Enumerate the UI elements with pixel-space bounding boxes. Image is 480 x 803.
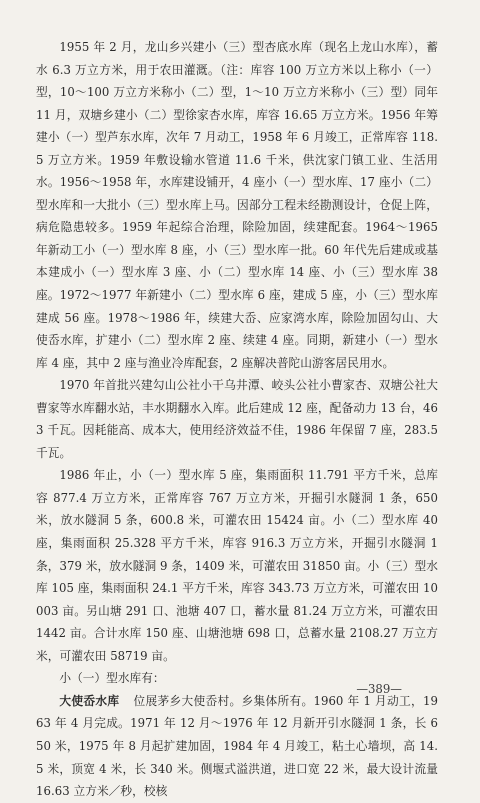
paragraph-2: 1970 年首批兴建勾山公社小干乌井潭、峧头公社小曹家杏、双塘公社大曹家等水库翻水站，丰水期翻水入库。此后建成 12 座，配备动力 13 台，463 千瓦。因耗能高、成本大，使用经济效益不佳，1986 年保留 7 座，283.5 千瓦。 (36, 378, 438, 460)
paragraph-1: 1955 年 2 月，龙山乡兴建小（三）型杏底水库（现名上龙山水库），蓄水 6.3 万立方米，用于农田灌溉。（注：库容 100 万立方米以上称小（一）型，10～100 万立方米称小（二）型，1～10 万立方米称小（三）型）同年 11 月，双塘乡建小（二）型徐家杏水库，库容 16.65 万立方米。1956 年筹建小（一）型芦东水库，次年 7 月动工，1958 年 6 月竣工，正常库容 118.5 万立方米。1959 年敷设输水管道 11.6 千米，供沈家门镇工业、生活用水。1956～1958 年，水库建设铺开，4 座小（一）型水库、17 座小（二）型水库和一大批小（三）型水库上马。因部分工程未经勘测设计，仓促上阵，病危隐患较多。1959 年起综合治理，除险加固，续建配套。1964～1965 年新动工小（一）型水库 8 座，小（三）型水库一批。60 年代先后建成或基本建成小（一）型水库 3 座、小（二）型水库 14 座、小（三）型水库 38 座。1972～1977 年新建小（二）型水库 6 座，建成 5 座，小（三）型水库建成 56 座。1978～1986 年，续建大岙、应家湾水库，除险加固勾山、大使岙水库，扩建小（二）型水库 2 座、续建 4 座。同期，新建小（一）型水库 4 座，其中 2 座与渔业冷库配套，2 座解决普陀山游客居民用水。 (36, 40, 438, 370)
paragraph-3: 1986 年止，小（一）型水库 5 座，集雨面积 11.791 平方千米，总库容 877.4 万立方米，正常库容 767 万立方米，开掘引水隧洞 1 条，650 米，放水隧洞 5 条，600.8 米，可灌农田 15424 亩。小（二）型水库 40 座，集雨面积 25.328 平方千米，库容 916.3 万立方米，开掘引水隧洞 1 条，379 米，放水隧洞 9 条，1409 米，可灌农田 31850 亩。小（三）型水库 105 座，集雨面积 24.1 平方千米，库容 343.73 万立方米，可灌农田 10003 亩。另山塘 291 口、池塘 407 口，蓄水量 81.24 万立方米，可灌农田 1442 亩。合计水库 150 座、山塘池塘 698 口，总蓄水量 2108.27 万立方米，可灌农田 58719 亩。 (36, 468, 438, 663)
entry-text: 位展茅乡大使岙村。乡集体所有。1960 年 1 月动工，1963 年 4 月完成。1971 年 12 月～1976 年 12 月新开引水隧洞 1 条，长 650 米，1975 年 8 月起扩建加固，1984 年 4 月竣工，粘土心墙坝，高 14.5 米，顶宽 4 米，长 340 米。侧堰式溢洪道，进口宽 22 米，最大设计流量 16.63 立方米／秒，校核 (36, 693, 438, 799)
entry-title: 大使岙水库 (59, 693, 120, 708)
entry-paragraph (36, 690, 438, 803)
section-subheading: 小（一）型水库有： (59, 671, 165, 686)
page-number: —389— (356, 682, 402, 696)
